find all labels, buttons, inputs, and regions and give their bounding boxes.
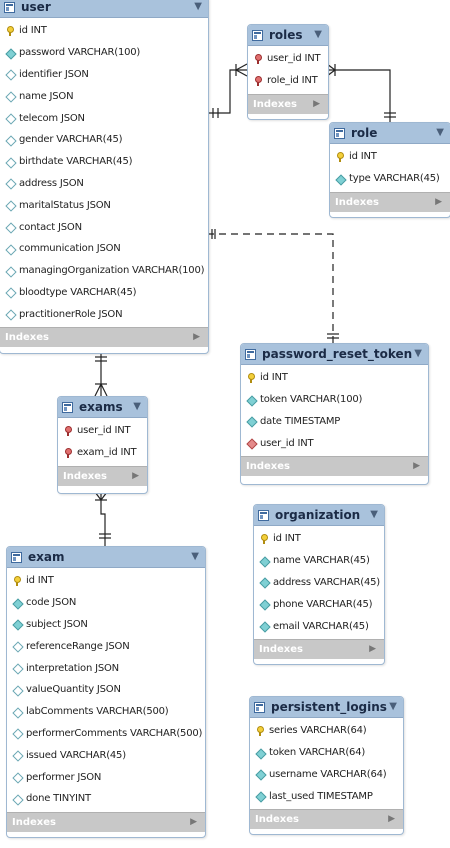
column-label: communication JSON — [19, 243, 121, 255]
column-label: done TINYINT — [26, 793, 91, 805]
column-row[interactable] — [254, 528, 384, 550]
column-label: role_id INT — [267, 75, 318, 87]
role-roles-relation — [327, 70, 390, 122]
column-label: valueQuantity JSON — [26, 684, 121, 696]
table-roles[interactable] — [247, 24, 329, 120]
table-header[interactable] — [58, 397, 147, 418]
column-row[interactable] — [254, 593, 384, 615]
triangle-down-icon[interactable]: ▼ — [414, 348, 422, 359]
column-row[interactable] — [0, 20, 208, 42]
column-label: username VARCHAR(64) — [269, 768, 387, 780]
indexes-section[interactable] — [248, 94, 328, 114]
column-row[interactable] — [0, 282, 208, 304]
column-label: email VARCHAR(45) — [273, 620, 369, 632]
column-label: address VARCHAR(45) — [273, 576, 380, 588]
column-icon — [12, 598, 22, 608]
column-icon — [5, 48, 15, 58]
nullable-column-icon — [5, 222, 15, 232]
nullable-column-icon — [5, 309, 15, 319]
table-title: organization — [275, 508, 361, 522]
column-row[interactable] — [241, 389, 428, 411]
triangle-right-icon[interactable]: ▶ — [413, 461, 420, 472]
nullable-column-icon — [12, 772, 22, 782]
triangle-right-icon[interactable]: ▶ — [313, 98, 320, 109]
foreign-key-icon — [253, 54, 263, 64]
table-title: persistent_logins — [271, 700, 387, 714]
table-organization[interactable] — [253, 504, 385, 665]
column-label: code JSON — [26, 597, 77, 609]
key-icon — [335, 152, 345, 162]
key-icon — [259, 534, 269, 544]
triangle-right-icon[interactable]: ▶ — [132, 470, 139, 481]
column-row[interactable] — [7, 788, 205, 810]
column-icon — [246, 395, 256, 405]
nullable-column-icon — [5, 91, 15, 101]
indexes-section[interactable] — [254, 639, 384, 659]
column-label: id INT — [26, 575, 54, 587]
column-row[interactable] — [7, 679, 205, 701]
nullable-column-icon — [5, 200, 15, 210]
column-row[interactable] — [0, 129, 208, 151]
table-exam[interactable] — [6, 546, 206, 838]
nullable-column-icon — [12, 728, 22, 738]
column-row[interactable] — [0, 107, 208, 129]
column-label: exam_id INT — [77, 447, 137, 459]
field-list — [0, 18, 208, 327]
table-password-reset-token[interactable] — [240, 343, 429, 485]
table-icon — [334, 128, 345, 139]
triangle-right-icon[interactable]: ▶ — [369, 643, 376, 654]
column-row[interactable] — [0, 64, 208, 86]
column-row[interactable] — [254, 615, 384, 637]
column-icon — [335, 174, 345, 184]
table-title: user — [21, 0, 51, 14]
column-label: managingOrganization VARCHAR(100) — [19, 265, 205, 277]
table-title: roles — [269, 28, 303, 42]
column-label: user_id INT — [267, 53, 321, 65]
table-title: exam — [28, 550, 65, 564]
column-icon — [259, 577, 269, 587]
column-row[interactable] — [7, 635, 205, 657]
indexes-label: Indexes — [12, 816, 56, 828]
column-icon — [246, 416, 256, 426]
column-row[interactable] — [7, 701, 205, 723]
indexes-label: Indexes — [253, 98, 297, 110]
column-row[interactable] — [254, 550, 384, 572]
column-row[interactable] — [330, 146, 450, 168]
column-row[interactable] — [250, 720, 403, 742]
table-header[interactable] — [0, 0, 208, 18]
triangle-right-icon[interactable]: ▶ — [190, 816, 197, 827]
nullable-column-icon — [5, 244, 15, 254]
triangle-down-icon[interactable]: ▼ — [370, 509, 378, 520]
column-row[interactable] — [241, 367, 428, 389]
nullable-column-icon — [12, 641, 22, 651]
column-row[interactable] — [7, 570, 205, 592]
nullable-column-icon — [5, 287, 15, 297]
column-label: identifier JSON — [19, 68, 89, 80]
column-label: token VARCHAR(64) — [269, 747, 366, 759]
nullable-column-icon — [5, 157, 15, 167]
column-label: token VARCHAR(100) — [260, 394, 363, 406]
column-label: performerComments VARCHAR(500) — [26, 727, 203, 739]
column-label: date TIMESTAMP — [260, 415, 341, 427]
table-role[interactable] — [329, 122, 450, 218]
column-row[interactable] — [7, 592, 205, 614]
table-icon — [252, 30, 263, 41]
column-label: address JSON — [19, 177, 84, 189]
column-row[interactable] — [241, 432, 428, 454]
column-label: subject JSON — [26, 618, 88, 630]
column-row[interactable] — [7, 766, 205, 788]
indexes-section[interactable] — [250, 809, 403, 829]
field-list — [330, 144, 450, 192]
nullable-column-icon — [5, 178, 15, 188]
column-row[interactable] — [250, 785, 403, 807]
triangle-down-icon[interactable]: ▼ — [436, 127, 444, 138]
table-header[interactable] — [248, 25, 328, 46]
field-list — [248, 46, 328, 94]
column-label: id INT — [349, 151, 377, 163]
column-label: name JSON — [19, 90, 74, 102]
column-label: interpretation JSON — [26, 662, 119, 674]
table-icon — [11, 552, 22, 563]
table-header[interactable] — [241, 344, 428, 365]
foreign-key-icon — [63, 448, 73, 458]
column-label: id INT — [273, 533, 301, 545]
table-icon — [254, 702, 265, 713]
column-row[interactable] — [58, 420, 147, 442]
indexes-label: Indexes — [255, 814, 299, 826]
indexes-label: Indexes — [63, 470, 107, 482]
triangle-down-icon[interactable]: ▼ — [133, 401, 141, 412]
table-title: exams — [79, 400, 123, 414]
column-row[interactable] — [0, 260, 208, 282]
foreign-key-icon — [63, 426, 73, 436]
indexes-section[interactable] — [330, 192, 450, 212]
column-label: id INT — [19, 25, 47, 37]
nullable-column-icon — [12, 663, 22, 673]
nullable-column-icon — [12, 707, 22, 717]
column-row[interactable] — [0, 85, 208, 107]
column-row[interactable] — [58, 442, 147, 464]
column-row[interactable] — [7, 614, 205, 636]
triangle-right-icon[interactable]: ▶ — [193, 332, 200, 343]
column-row[interactable] — [0, 194, 208, 216]
indexes-label: Indexes — [259, 643, 303, 655]
column-row[interactable] — [241, 411, 428, 433]
field-list — [250, 718, 403, 809]
column-row[interactable] — [0, 151, 208, 173]
nullable-column-icon — [5, 266, 15, 276]
column-row[interactable] — [7, 723, 205, 745]
nullable-column-icon — [12, 794, 22, 804]
column-icon — [259, 556, 269, 566]
column-icon — [259, 599, 269, 609]
column-label: maritalStatus JSON — [19, 199, 111, 211]
table-persistent-logins[interactable] — [249, 696, 404, 835]
table-title: role — [351, 126, 378, 140]
column-icon — [259, 621, 269, 631]
table-header[interactable] — [7, 547, 205, 568]
column-icon — [255, 769, 265, 779]
key-icon — [12, 576, 22, 586]
column-label: performer JSON — [26, 771, 102, 783]
column-row[interactable] — [0, 303, 208, 325]
column-label: last_used TIMESTAMP — [269, 790, 373, 802]
nullable-column-icon — [12, 685, 22, 695]
user-token-relation — [207, 234, 333, 343]
column-icon — [255, 748, 265, 758]
field-list — [254, 526, 384, 639]
nullable-column-icon — [5, 69, 15, 79]
field-list — [58, 418, 147, 466]
column-label: phone VARCHAR(45) — [273, 598, 373, 610]
indexes-label: Indexes — [335, 196, 379, 208]
column-row[interactable] — [0, 238, 208, 260]
column-label: user_id INT — [260, 437, 314, 449]
column-label: birthdate VARCHAR(45) — [19, 156, 133, 168]
nullable-column-icon — [5, 113, 15, 123]
table-header[interactable] — [330, 123, 450, 144]
nullable-column-icon — [5, 135, 15, 145]
column-label: user_id INT — [77, 425, 131, 437]
indexes-section[interactable] — [0, 327, 208, 347]
table-user[interactable] — [0, 0, 209, 354]
column-label: labComments VARCHAR(500) — [26, 706, 169, 718]
indexes-label: Indexes — [5, 332, 49, 344]
column-icon — [255, 791, 265, 801]
indexes-section[interactable] — [7, 812, 205, 832]
column-icon — [12, 619, 22, 629]
triangle-down-icon[interactable]: ▼ — [389, 701, 397, 712]
column-label: issued VARCHAR(45) — [26, 749, 126, 761]
key-icon — [5, 26, 15, 36]
column-row[interactable] — [0, 42, 208, 64]
table-icon — [4, 2, 15, 13]
key-icon — [246, 373, 256, 383]
column-label: referenceRange JSON — [26, 640, 130, 652]
triangle-down-icon[interactable]: ▼ — [194, 1, 202, 12]
triangle-down-icon[interactable]: ▼ — [314, 29, 322, 40]
column-row[interactable] — [248, 48, 328, 70]
nullable-column-icon — [12, 750, 22, 760]
table-header[interactable] — [250, 697, 403, 718]
indexes-label: Indexes — [246, 461, 290, 473]
column-row[interactable] — [248, 70, 328, 92]
column-label: bloodtype VARCHAR(45) — [19, 286, 137, 298]
column-row[interactable] — [0, 216, 208, 238]
table-icon — [245, 349, 256, 360]
field-list — [241, 365, 428, 456]
column-label: telecom JSON — [19, 112, 85, 124]
column-label: gender VARCHAR(45) — [19, 134, 123, 146]
user-roles-relation — [207, 70, 247, 113]
indexes-section[interactable] — [241, 456, 428, 476]
column-label: practitionerRole JSON — [19, 308, 123, 320]
column-label: name VARCHAR(45) — [273, 555, 370, 567]
column-row[interactable] — [250, 764, 403, 786]
column-row[interactable] — [330, 168, 450, 190]
triangle-right-icon[interactable]: ▶ — [435, 196, 442, 207]
key-icon — [255, 726, 265, 736]
column-row[interactable] — [250, 742, 403, 764]
table-exams[interactable] — [57, 396, 148, 494]
foreign-column-icon — [246, 438, 256, 448]
table-header[interactable] — [254, 505, 384, 526]
triangle-right-icon[interactable]: ▶ — [388, 814, 395, 825]
column-label: type VARCHAR(45) — [349, 173, 440, 185]
field-list — [7, 568, 205, 812]
column-row[interactable] — [7, 657, 205, 679]
table-icon — [258, 510, 269, 521]
column-label: series VARCHAR(64) — [269, 725, 367, 737]
foreign-key-icon — [253, 76, 263, 86]
column-row[interactable] — [254, 572, 384, 594]
triangle-down-icon[interactable]: ▼ — [191, 551, 199, 562]
column-label: id INT — [260, 372, 288, 384]
column-label: contact JSON — [19, 221, 82, 233]
column-row[interactable] — [0, 173, 208, 195]
column-row[interactable] — [7, 744, 205, 766]
column-label: password VARCHAR(100) — [19, 47, 141, 59]
table-icon — [62, 402, 73, 413]
table-title: password_reset_token — [262, 347, 413, 361]
indexes-section[interactable] — [58, 466, 147, 486]
